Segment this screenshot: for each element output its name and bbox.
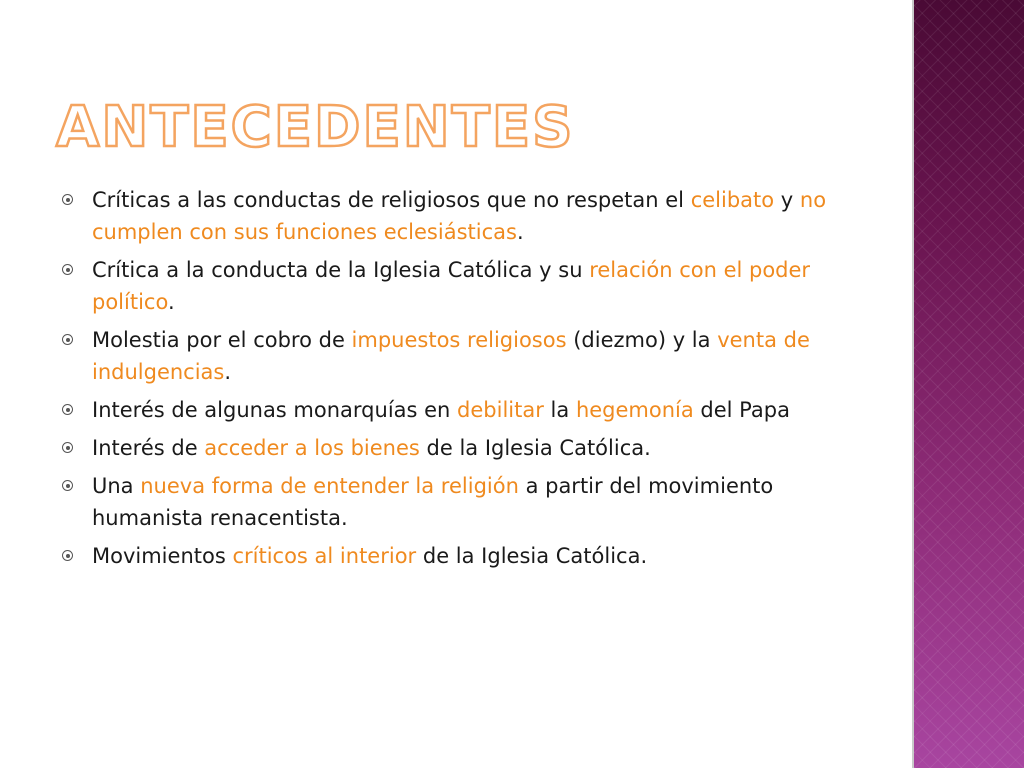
bullet-item [60, 540, 860, 572]
text-segment: . [516, 220, 524, 244]
text-segment: Movimientos [92, 544, 233, 568]
text-segment: y [774, 188, 800, 212]
bullet-item [60, 432, 860, 464]
bullet-text [92, 544, 647, 568]
text-segment: (diezmo) y la [566, 328, 718, 352]
highlighted-phrase: venta de indulgencias [92, 328, 810, 384]
text-segment: Molestia por el cobro de [92, 328, 352, 352]
highlighted-phrase: no cumplen con sus funciones eclesiásticas [92, 188, 827, 244]
highlighted-phrase: relación con el poder político [92, 258, 811, 314]
text-segment: de la Iglesia Católica. [419, 436, 651, 460]
bullet-text [92, 474, 773, 530]
bullet-item [60, 254, 860, 318]
bullet-text [92, 398, 790, 422]
bullet-text [92, 436, 651, 460]
circled-dot-icon [62, 264, 73, 275]
bullet-item [60, 184, 860, 248]
bullet-text [92, 188, 826, 244]
text-segment: Interés de algunas monarquías en [92, 398, 458, 422]
text-segment: del Papa [693, 398, 790, 422]
bullet-text [92, 328, 810, 384]
text-segment: . [224, 360, 232, 384]
text-segment: de la Iglesia Católica. [416, 544, 648, 568]
circled-dot-icon [62, 404, 73, 415]
highlighted-phrase: hegemonía [575, 398, 694, 422]
circled-dot-icon [62, 442, 73, 453]
decorative-side-band [912, 0, 1024, 768]
slide-title: ANTECEDENTES [56, 95, 575, 160]
text-segment: a partir del movimiento humanista renacentista. [92, 474, 774, 530]
bullet-item [60, 324, 860, 388]
bullet-text [92, 258, 810, 314]
circled-dot-icon [62, 334, 73, 345]
highlighted-phrase: debilitar [457, 398, 544, 422]
text-segment: la [543, 398, 576, 422]
text-segment: Crítica a la conducta de la Iglesia Católica y su [92, 258, 590, 282]
highlighted-phrase: impuestos religiosos [351, 328, 567, 352]
highlighted-phrase: nueva forma de entender la religión [140, 474, 519, 498]
text-segment: . [167, 290, 175, 314]
bullet-item [60, 394, 860, 426]
highlighted-phrase: celibato [690, 188, 775, 212]
highlighted-phrase: acceder a los bienes [204, 436, 420, 460]
circled-dot-icon [62, 194, 73, 205]
circled-dot-icon [62, 480, 73, 491]
bullet-list [60, 184, 860, 578]
text-segment: Críticas a las conductas de religiosos que no respetan el [92, 188, 691, 212]
bullet-item [60, 470, 860, 534]
highlighted-phrase: críticos al interior [232, 544, 417, 568]
text-segment: Una [92, 474, 141, 498]
circled-dot-icon [62, 550, 73, 561]
text-segment: Interés de [92, 436, 205, 460]
